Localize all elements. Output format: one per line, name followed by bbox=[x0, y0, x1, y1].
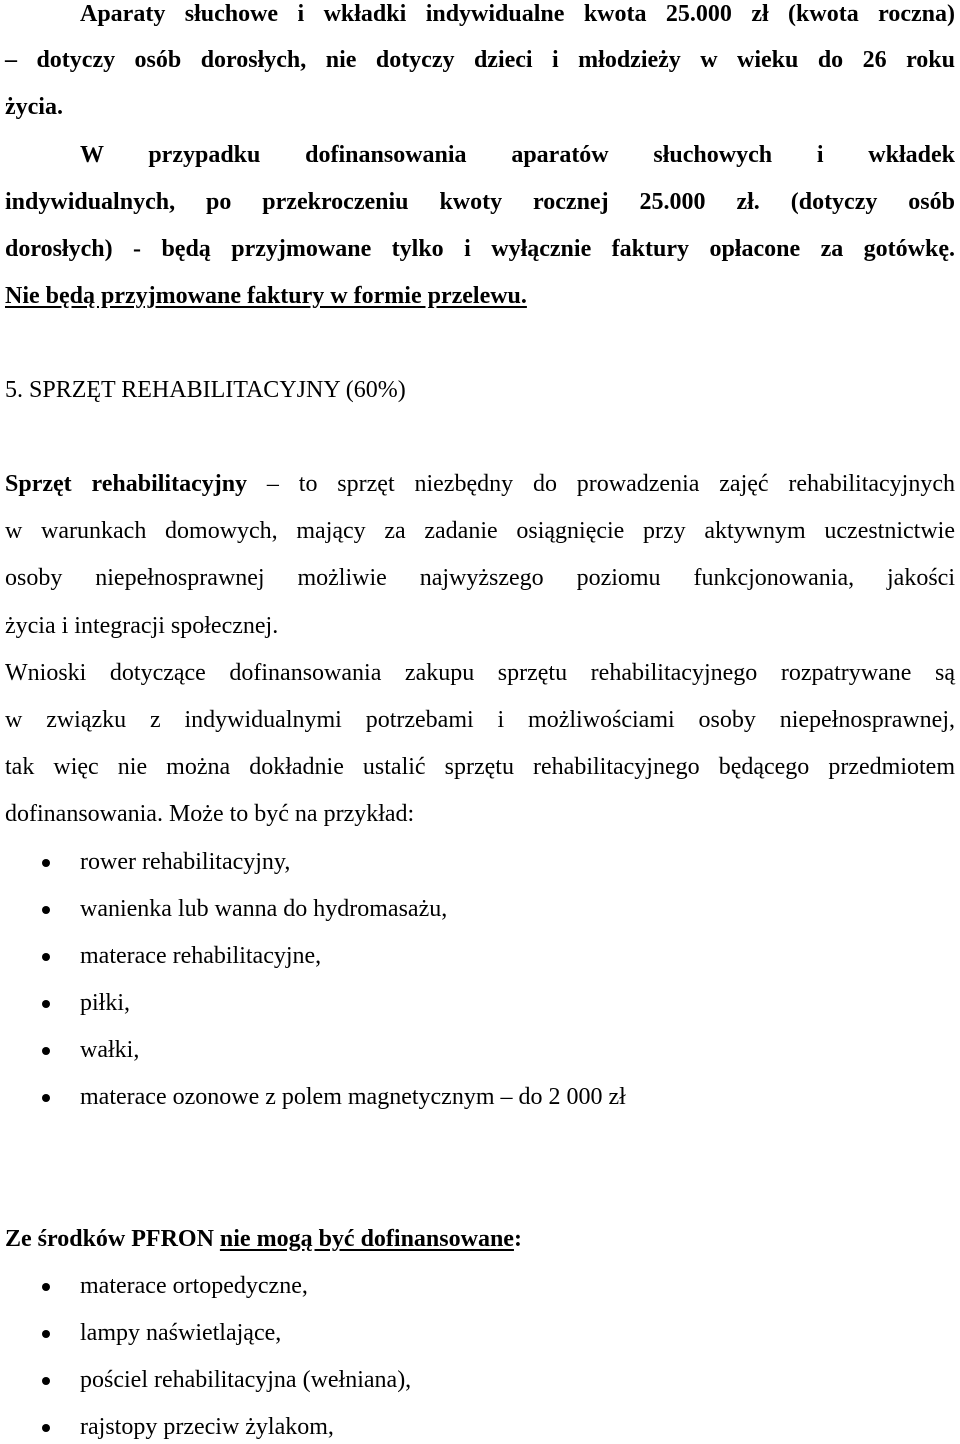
bullet-icon bbox=[42, 1330, 50, 1338]
applications-line-1: Wnioski dotyczące dofinansowania zakupu sprzętu rehabilitacyjnego rozpatrywane są bbox=[5, 660, 955, 686]
example-text: wanienka lub wanna do hydromasażu, bbox=[80, 896, 448, 922]
definition-line-4: życia i integracji społecznej. bbox=[5, 613, 279, 639]
bullet-icon bbox=[42, 1094, 50, 1102]
hearing-aids-line-1: Aparaty słuchowe i wkładki indywidualne kwota 25.000 zł (kwota roczna) bbox=[80, 1, 955, 27]
definition-term: Sprzęt rehabilitacyjny bbox=[5, 471, 248, 497]
definition-line-1 bbox=[5, 470, 955, 498]
applications-line-3: tak więc nie można dokładnie ustalić sprzętu rehabilitacyjnego będącego przedmiotem bbox=[5, 754, 955, 780]
section-5-heading: 5. SPRZĘT REHABILITACYJNY (60%) bbox=[5, 377, 406, 403]
hearing-aids-line-3: życia. bbox=[5, 94, 63, 120]
not-funded-text: lampy naświetlające, bbox=[80, 1320, 282, 1346]
hearing-aids-line-2: – dotyczy osób dorosłych, nie dotyczy dzieci i młodzieży w wieku do 26 roku bbox=[5, 47, 955, 73]
not-funded-heading-underlined: nie mogą być dofinansowane bbox=[219, 1226, 514, 1252]
example-text: materace rehabilitacyjne, bbox=[80, 943, 322, 969]
applications-line-2: w związku z indywidualnymi potrzebami i możliwościami osoby niepełnosprawnej, bbox=[5, 707, 955, 733]
bullet-icon bbox=[42, 1377, 50, 1385]
definition-line-3: osoby niepełnosprawnej możliwie najwyższego poziomu funkcjonowania, jakości bbox=[5, 565, 955, 591]
applications-line-4: dofinansowania. Może to być na przykład: bbox=[5, 801, 415, 827]
bullet-icon bbox=[42, 1000, 50, 1008]
example-text: rower rehabilitacyjny, bbox=[80, 849, 291, 875]
not-funded-heading-suffix: : bbox=[513, 1226, 522, 1252]
not-funded-heading-prefix: Ze środków PFRON bbox=[5, 1226, 220, 1252]
bullet-icon bbox=[42, 859, 50, 867]
not-funded-heading bbox=[5, 1225, 955, 1253]
transfer-invoices-notice: Nie będą przyjmowane faktury w formie przelewu. bbox=[5, 283, 527, 309]
not-funded-text: pościel rehabilitacyjna (wełniana), bbox=[80, 1367, 412, 1393]
hearing-aids-line-6: dorosłych) - będą przyjmowane tylko i wyłącznie faktury opłacone za gotówkę. bbox=[5, 236, 955, 262]
bullet-icon bbox=[42, 1424, 50, 1432]
definition-rest: – to sprzęt niezbędny do prowadzenia zajęć rehabilitacyjnych bbox=[247, 471, 955, 497]
example-text: materace ozonowe z polem magnetycznym – do 2 000 zł bbox=[80, 1084, 626, 1110]
bullet-icon bbox=[42, 953, 50, 961]
hearing-aids-line-5: indywidualnych, po przekroczeniu kwoty rocznej 25.000 zł. (dotyczy osób bbox=[5, 189, 955, 215]
not-funded-text: rajstopy przeciw żylakom, bbox=[80, 1414, 334, 1440]
example-text: piłki, bbox=[80, 990, 131, 1016]
bullet-icon bbox=[42, 906, 50, 914]
hearing-aids-line-4: W przypadku dofinansowania aparatów słuchowych i wkładek bbox=[80, 142, 955, 168]
bullet-icon bbox=[42, 1283, 50, 1291]
example-text: wałki, bbox=[80, 1037, 140, 1063]
definition-line-2: w warunkach domowych, mający za zadanie osiągnięcie przy aktywnym uczestnictwie bbox=[5, 518, 955, 544]
not-funded-text: materace ortopedyczne, bbox=[80, 1273, 308, 1299]
bullet-icon bbox=[42, 1047, 50, 1055]
